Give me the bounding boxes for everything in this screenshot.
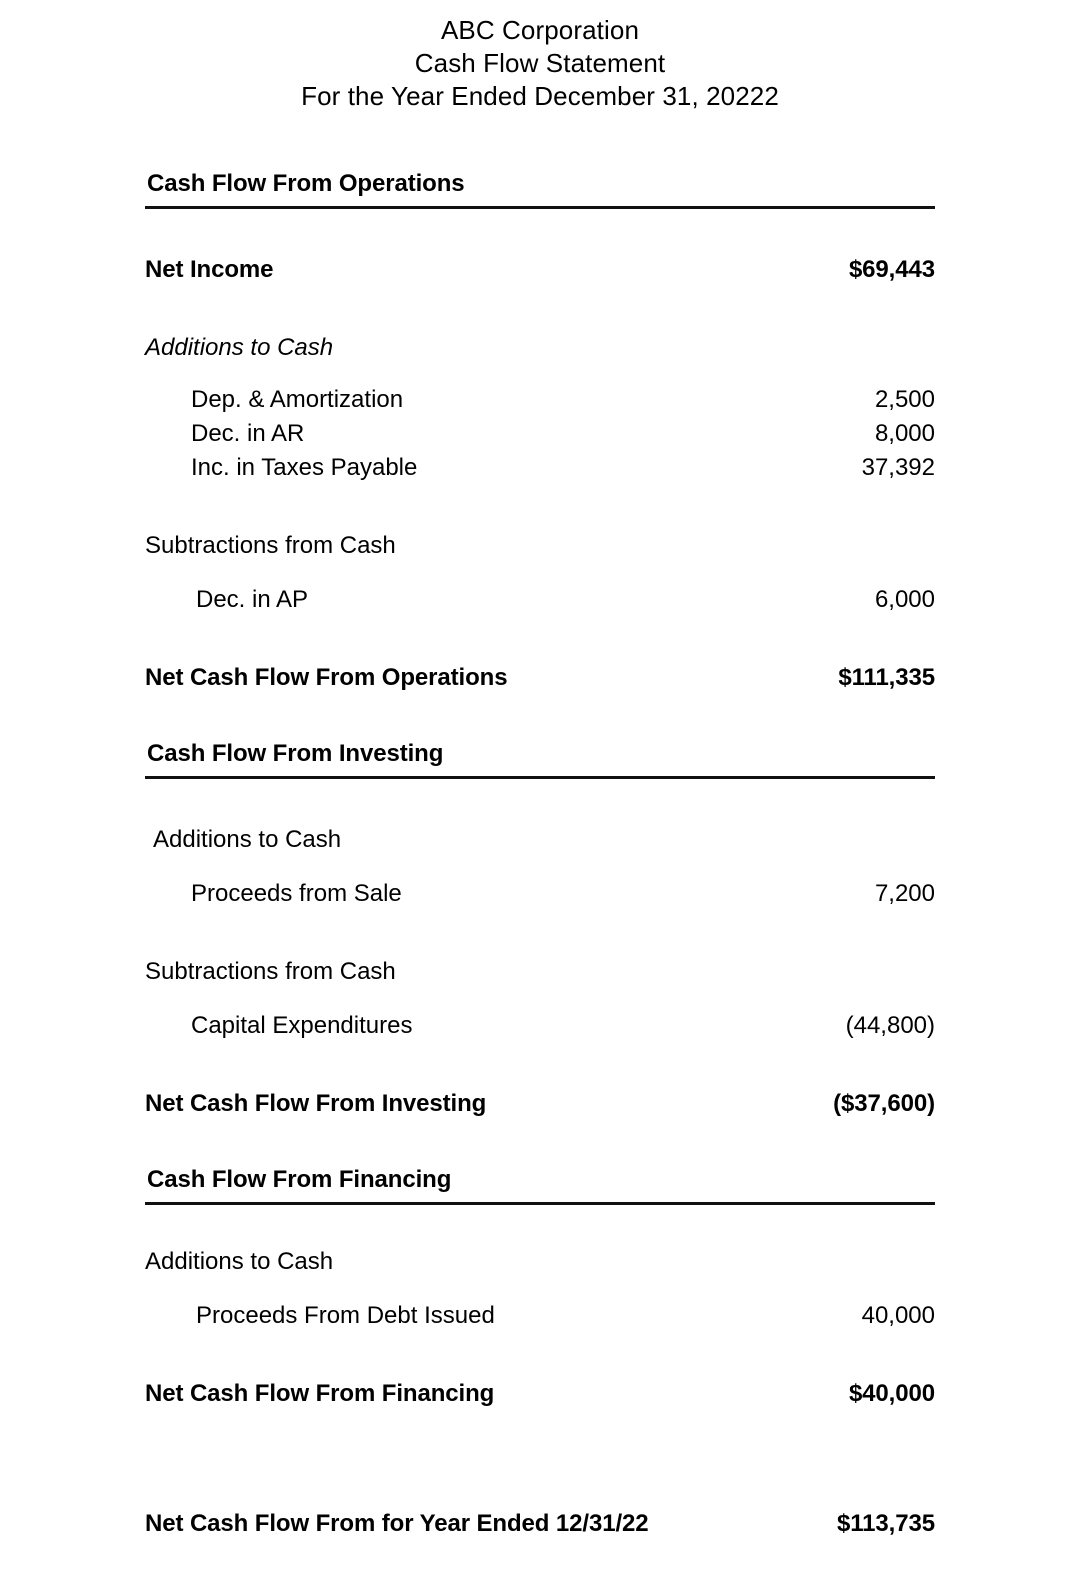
row-total-investing	[145, 1087, 935, 1121]
row-label: Net Income	[145, 256, 274, 283]
row-label: Proceeds from Sale	[191, 880, 402, 907]
row-amount: $113,735	[837, 1510, 935, 1537]
spacer	[145, 1333, 935, 1377]
row-label: Additions to Cash	[145, 1248, 334, 1275]
row-amount: $69,443	[848, 256, 935, 283]
row-label: Net Cash Flow From for Year Ended 12/31/22	[145, 1510, 649, 1537]
list-item	[145, 383, 935, 417]
spacer	[145, 779, 935, 823]
spacer	[145, 617, 935, 661]
row-label: Inc. in Taxes Payable	[191, 454, 418, 481]
row-label: Dec. in AP	[196, 586, 309, 613]
row-amount: 37,392	[861, 454, 935, 481]
row-total-operations	[145, 661, 935, 695]
company-name: ABC Corporation	[440, 15, 640, 45]
spacer	[145, 1411, 935, 1487]
spacer	[145, 1487, 935, 1507]
row-grand-total	[145, 1507, 935, 1541]
document-title-block	[0, 0, 1080, 113]
row-amount: (44,800)	[845, 1012, 935, 1039]
row-amount: $111,335	[838, 664, 935, 691]
spacer	[145, 1205, 935, 1245]
list-item	[145, 417, 935, 451]
row-net-income	[145, 253, 935, 287]
subheading-operations-subtractions	[145, 529, 935, 563]
row-amount: 6,000	[874, 586, 935, 613]
list-item	[145, 583, 935, 617]
subheading-financing-additions	[145, 1245, 935, 1279]
row-amount: ($37,600)	[833, 1090, 935, 1117]
section-heading-investing: Cash Flow From Investing	[145, 739, 935, 779]
statement-title: Cash Flow Statement	[414, 48, 666, 78]
spacer	[145, 695, 935, 739]
row-amount: 40,000	[861, 1302, 935, 1329]
list-item	[145, 1009, 935, 1043]
spacer	[145, 1279, 935, 1299]
row-amount: 2,500	[874, 386, 935, 413]
section-heading-operations: Cash Flow From Operations	[145, 169, 935, 209]
statement-body	[145, 169, 935, 1541]
row-label: Proceeds From Debt Issued	[196, 1302, 495, 1329]
spacer	[145, 1043, 935, 1087]
row-label: Net Cash Flow From Operations	[145, 664, 508, 691]
list-item	[145, 1299, 935, 1333]
spacer	[145, 989, 935, 1009]
list-item	[145, 877, 935, 911]
spacer	[145, 287, 935, 331]
subheading-operations-additions	[145, 331, 935, 365]
row-amount: 8,000	[874, 420, 935, 447]
row-label: Capital Expenditures	[191, 1012, 413, 1039]
spacer	[145, 209, 935, 253]
row-label: Dep. & Amortization	[191, 386, 404, 413]
spacer	[145, 563, 935, 583]
spacer	[145, 857, 935, 877]
spacer	[145, 485, 935, 529]
spacer	[145, 365, 935, 383]
list-item	[145, 451, 935, 485]
row-label: Subtractions from Cash	[145, 532, 396, 559]
row-label: Additions to Cash	[153, 826, 342, 853]
row-amount: $40,000	[848, 1380, 935, 1407]
row-label: Net Cash Flow From Financing	[145, 1380, 495, 1407]
row-label: Dec. in AR	[191, 420, 305, 447]
statement-period: For the Year Ended December 31, 20222	[301, 81, 779, 111]
subheading-investing-subtractions	[145, 955, 935, 989]
spacer	[145, 1121, 935, 1165]
subheading-investing-additions	[145, 823, 935, 857]
section-heading-financing: Cash Flow From Financing	[145, 1165, 935, 1205]
row-total-financing	[145, 1377, 935, 1411]
row-label: Additions to Cash	[145, 334, 334, 361]
row-amount: 7,200	[874, 880, 935, 907]
row-label: Net Cash Flow From Investing	[145, 1090, 487, 1117]
spacer	[145, 911, 935, 955]
row-label: Subtractions from Cash	[145, 958, 396, 985]
